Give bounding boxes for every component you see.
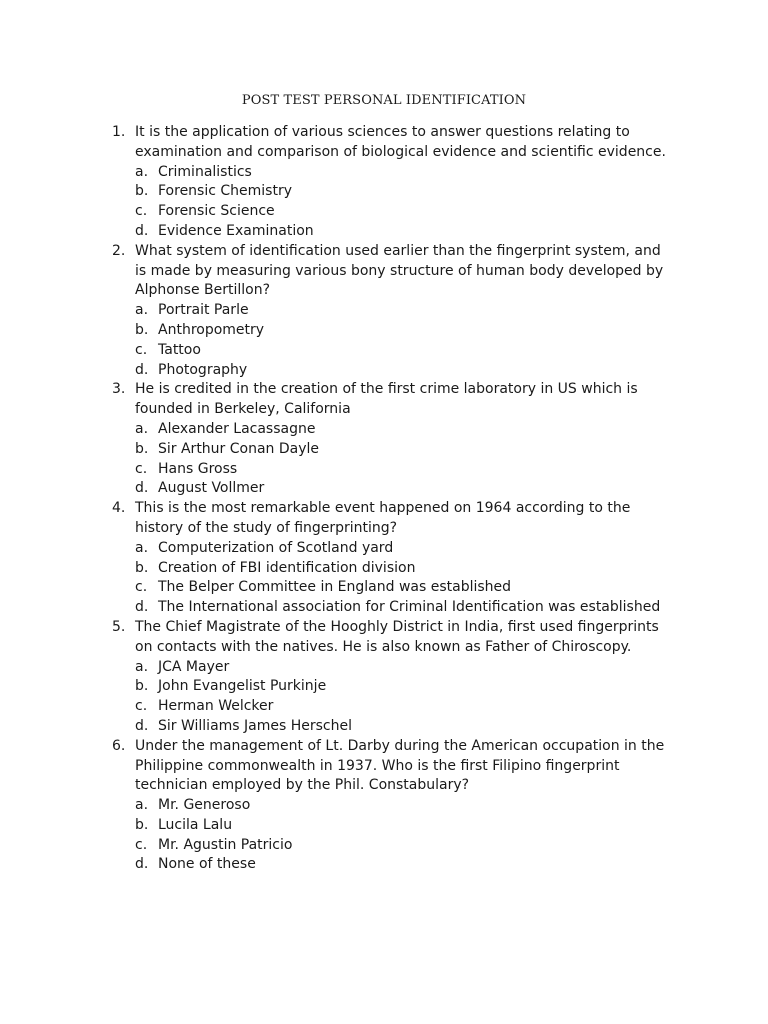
choice-letter: b. <box>135 321 149 338</box>
choice-item <box>135 479 675 499</box>
choice-letter: c. <box>135 203 148 220</box>
question-text: The Chief Magistrate of the Hooghly District in India, first used fingerprints on contacts with the natives. He is also known as Father of Chiroscopy. <box>135 618 659 655</box>
choice-text: Hans Gross <box>158 460 238 477</box>
choice-text: Portrait Parle <box>158 302 249 319</box>
choice-letter: c. <box>135 579 148 596</box>
choice-text: Forensic Chemistry <box>158 183 292 200</box>
question-number: 2. <box>112 242 126 259</box>
choice-item <box>135 717 675 737</box>
choice-item <box>135 677 675 697</box>
choice-text: Sir Williams James Herschel <box>158 717 353 734</box>
choice-item <box>135 658 675 678</box>
question-text: What system of identification used earlier than the fingerprint system, and is made by measuring various bony structure of human body developed by Alphonse Bertillon? <box>135 242 664 299</box>
choice-text: Photography <box>158 361 248 378</box>
question-text: He is credited in the creation of the first crime laboratory in US which is founded in Berkeley, California <box>135 381 638 418</box>
choice-item <box>135 598 675 618</box>
choice-text: Lucila Lalu <box>158 816 233 833</box>
choice-item <box>135 539 675 559</box>
question-number: 3. <box>112 381 126 398</box>
choice-item <box>135 163 675 183</box>
question-item <box>0 242 675 381</box>
question-number: 4. <box>112 500 126 517</box>
choice-letter: d. <box>135 599 149 616</box>
choice-text: August Vollmer <box>158 480 265 497</box>
choice-list <box>135 796 675 875</box>
choice-list <box>135 301 675 380</box>
question-text: This is the most remarkable event happened on 1964 according to the history of the study of fingerprinting? <box>135 500 631 536</box>
choice-letter: c. <box>135 698 148 715</box>
choice-text: Mr. Agustin Patricio <box>158 836 293 853</box>
question-item <box>0 618 675 737</box>
choice-text: The Belper Committee in England was established <box>158 579 512 596</box>
choice-text: Anthropometry <box>158 321 265 338</box>
choice-text: Alexander Lacassagne <box>158 420 316 437</box>
choice-text: Creation of FBI identification division <box>158 559 416 576</box>
choice-item <box>135 796 675 816</box>
choice-letter: a. <box>135 658 149 675</box>
choice-item <box>135 341 675 361</box>
choice-text: Evidence Examination <box>158 222 314 239</box>
choice-list <box>135 163 675 242</box>
choice-letter: a. <box>135 797 149 814</box>
choice-text: The International association for Criminal Identification was established <box>158 599 661 616</box>
question-number: 1. <box>112 124 126 140</box>
choice-item <box>135 420 675 440</box>
choice-letter: b. <box>135 183 149 200</box>
choice-item <box>135 301 675 321</box>
choice-letter: d. <box>135 717 149 734</box>
choice-text: Sir Arthur Conan Dayle <box>158 440 320 457</box>
choice-text: John Evangelist Purkinje <box>158 678 327 695</box>
choice-text: Mr. Generoso <box>158 797 251 814</box>
choice-letter: c. <box>135 836 148 853</box>
choice-letter: b. <box>135 816 149 833</box>
choice-item <box>135 460 675 480</box>
choice-letter: a. <box>135 163 149 180</box>
choice-letter: c. <box>135 341 148 358</box>
choice-text: Criminalistics <box>158 163 252 180</box>
choice-letter: a. <box>135 420 149 437</box>
choice-item <box>135 836 675 856</box>
choice-letter: d. <box>135 480 149 497</box>
choice-item <box>135 559 675 579</box>
choice-item <box>135 697 675 717</box>
choice-letter: d. <box>135 361 149 378</box>
choice-letter: d. <box>135 222 149 239</box>
choice-item <box>135 855 675 875</box>
choice-letter: c. <box>135 460 148 477</box>
choice-letter: b. <box>135 678 149 695</box>
choice-list <box>135 420 675 499</box>
choice-letter: a. <box>135 539 149 556</box>
question-number: 6. <box>112 737 126 754</box>
question-list <box>0 123 768 875</box>
question-item <box>0 380 675 499</box>
choice-item <box>135 361 675 381</box>
choice-text: Herman Welcker <box>158 698 274 715</box>
choice-letter: b. <box>135 440 149 457</box>
choice-item <box>135 222 675 242</box>
question-item <box>0 737 675 876</box>
choice-list <box>135 658 675 737</box>
choice-list <box>135 539 675 618</box>
question-text: Under the management of Lt. Darby during the American occupation in the Philippine commonwealth in 1937. Who is the first Filipino fingerprint technician employed by the Phil. Constabulary? <box>135 737 665 794</box>
choice-text: Tattoo <box>158 341 201 358</box>
question-item <box>0 499 675 618</box>
choice-item <box>135 321 675 341</box>
choice-text: None of these <box>158 856 256 873</box>
choice-letter: d. <box>135 856 149 873</box>
question-item <box>0 123 675 242</box>
document-title: POST TEST PERSONAL IDENTIFICATION <box>241 93 527 108</box>
question-text: It is the application of various sciences to answer questions relating to examination and comparison of biological evidence and scientific evidence. <box>135 124 666 160</box>
choice-item <box>135 440 675 460</box>
choice-item <box>135 202 675 222</box>
choice-item <box>135 182 675 202</box>
choice-letter: b. <box>135 559 149 576</box>
question-number: 5. <box>112 618 126 635</box>
choice-text: Forensic Science <box>158 203 275 220</box>
choice-text: Computerization of Scotland yard <box>158 539 394 556</box>
choice-item <box>135 816 675 836</box>
choice-text: JCA Mayer <box>158 658 230 675</box>
choice-item <box>135 578 675 598</box>
choice-letter: a. <box>135 302 149 319</box>
